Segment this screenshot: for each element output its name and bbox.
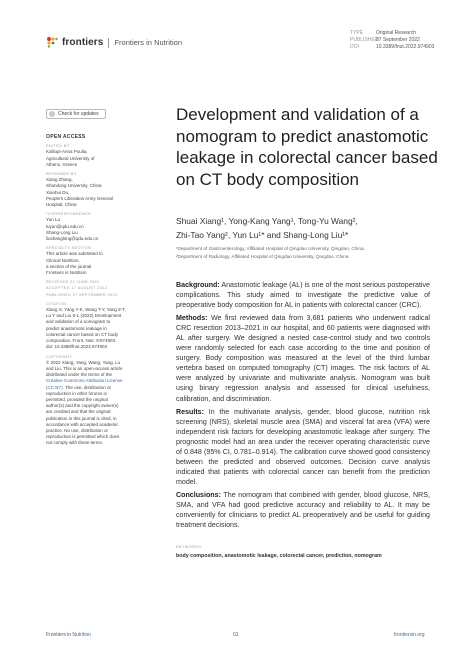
sidebar: [46, 109, 156, 447]
keywords-label: KEYWORDS: [176, 545, 202, 549]
edited-by-label: EDITED BY: [46, 144, 70, 149]
abstract: [176, 280, 430, 533]
edited-by-text: Kalliopi-Anna Poulia, Agricultural University of Athens, Greece: [46, 149, 95, 167]
received-date: RECEIVED 21 JUNE 2022: [46, 280, 100, 285]
frontiers-logo[interactable]: [46, 36, 182, 49]
cc-license-link[interactable]: Creative Commons Attribution License (CC BY).: [46, 378, 123, 390]
check-for-updates-button[interactable]: Check for updates: [46, 109, 106, 119]
correspondence-text[interactable]: Yun Lu luyun@qdu.edu.cn Shang-Long Liu liushanglong@qdu.edu.cn: [46, 217, 99, 242]
citation-text: Xiang S, Yang Y-K, Wang T-Y, Yang Z-T, Lu Y and Liu S-L (2022) Development and validation of a nomogram to predict anastomotic leakage in colorectal cancer based on CT body composition. Front. Nutr. 9:974903. doi: 10.3389/fnut.2022.974903: [46, 307, 126, 350]
page-number: 01: [233, 632, 239, 638]
abstract-results: Results: In the multivariate analysis, gender, blood glucose, nutrition risk screening (NRS), skeletal muscle area (SMA) and visceral fat area (VFA) were independent risk factors for developing anastomotic leakage after surgery. The prognostic model had an area under the receiver operating characteristic curve of 0.848 (95% CI, 0.781–0.914). The calibration curve showed good consistency between the predicted and observed outcomes. Decision curve analysis indicated that patients with colorectal cancer can benefit from the prediction model.: [176, 407, 430, 486]
keywords: body composition, anastomotic leakage, colorectal cancer, prediction, nomogram: [176, 553, 382, 559]
reviewed-by-text: Xiang Zhang, Shandong University, China Xiaohui Du, People's Liberation Army General Hospital, China: [46, 177, 113, 208]
author-list: [176, 214, 446, 242]
reviewed-by-label: REVIEWED BY: [46, 172, 77, 177]
specialty-section-text: This article was submitted to Clinical Nutrition, a section of the journal Frontiers in Nutrition: [46, 251, 103, 276]
abstract-conclusions: Conclusions: The nomogram that combined with gender, blood glucose, NRS, SMA, and VFA had good predictive accuracy and reliability to AL. It may be conveniently for clinicians to predict AL preoperatively and be useful for guiding treatment decisions.: [176, 490, 430, 530]
abstract-methods: Methods: We first reviewed data from 3,681 patients who underwent radical CRC resection 2013–2021 in our hospital, and 60 patients were diagnosed with AL after surgery. We designed a nested case-control study and two controls were randomly selected for each case according to the time and position of surgery. Body composition was measured at the level of the third lumbar vertebra based on computed tomography (CT) images. The risk factors of AL were analyzed by univariate and multivariate analysis. Nomogram was built using binary regression analysis and assessed for clinical usefulness, calibration, and discrimination.: [176, 314, 430, 403]
journal-name: Frontiers in Nutrition: [114, 38, 182, 47]
frontiers-logo-icon: [46, 36, 59, 49]
correspondence-label: *CORRESPONDENCE: [46, 212, 92, 217]
footer-website-link[interactable]: frontiersin.org: [394, 632, 425, 638]
meta-doi: DOI 10.3389/fnut.2022.974903: [350, 44, 435, 51]
citation-label: CITATION: [46, 301, 67, 306]
authors-line[interactable]: Shuai Xiang¹, Yong-Kang Yang¹, Tong-Yu Wang²,: [176, 216, 358, 226]
accepted-date: ACCEPTED 17 AUGUST 2022: [46, 286, 108, 291]
meta-type: TYPE Original Research: [350, 30, 417, 36]
brand-name: frontiers: [62, 37, 104, 48]
logo-divider: [108, 38, 109, 48]
abstract-background: Background: Anastomotic leakage (AL) is one of the most serious postoperative complications. This study aimed to investigate the predictive value of preoperative body composition for AL in patients with colorectal cancer (CRC).: [176, 281, 430, 310]
open-access-label: OPEN ACCESS: [46, 134, 86, 140]
affiliation-1: ¹Department of Gastroenterology, Affiliated Hospital of Qingdao University, Qingdao, China,: [176, 246, 365, 251]
check-updates-icon: [49, 111, 55, 117]
meta-published: PUBLISHED07 September 2022: [350, 37, 420, 44]
copyright-label: COPYRIGHT: [46, 354, 73, 359]
affiliations: [176, 245, 446, 260]
footer-journal: Frontiers in Nutrition: [46, 632, 92, 638]
article-meta: [350, 30, 434, 52]
affiliation-2: ²Department of Radiology, Affiliated Hospital of Qingdao University, Qingdao, China: [176, 253, 349, 259]
authors-line[interactable]: Zhi-Tao Yang², Yun Lu¹* and Shang-Long Liu¹*: [176, 230, 349, 241]
article-title: Development and validation of a nomogram to predict anastomotic leakage in colorectal cancer based on CT body composition: [176, 105, 438, 189]
copyright-text: © 2022 Xiang, Yang, Wang, Yang, Lu and Liu. This is an open-access article distributed under the terms of the Creative Commons Attribution License (CC BY). The use, distribution or reproduction in other forums is permitted, provided the original author(s) and the copyright owner(s) are credited and that the original publication in this journal is cited, in accordance with accepted academic practice. No use, distribution or reproduction is permitted which does not comply with these terms.: [46, 359, 123, 446]
published-date: PUBLISHED 07 SEPTEMBER 2022: [46, 292, 118, 297]
specialty-section-label: SPECIALTY SECTION: [46, 246, 92, 251]
